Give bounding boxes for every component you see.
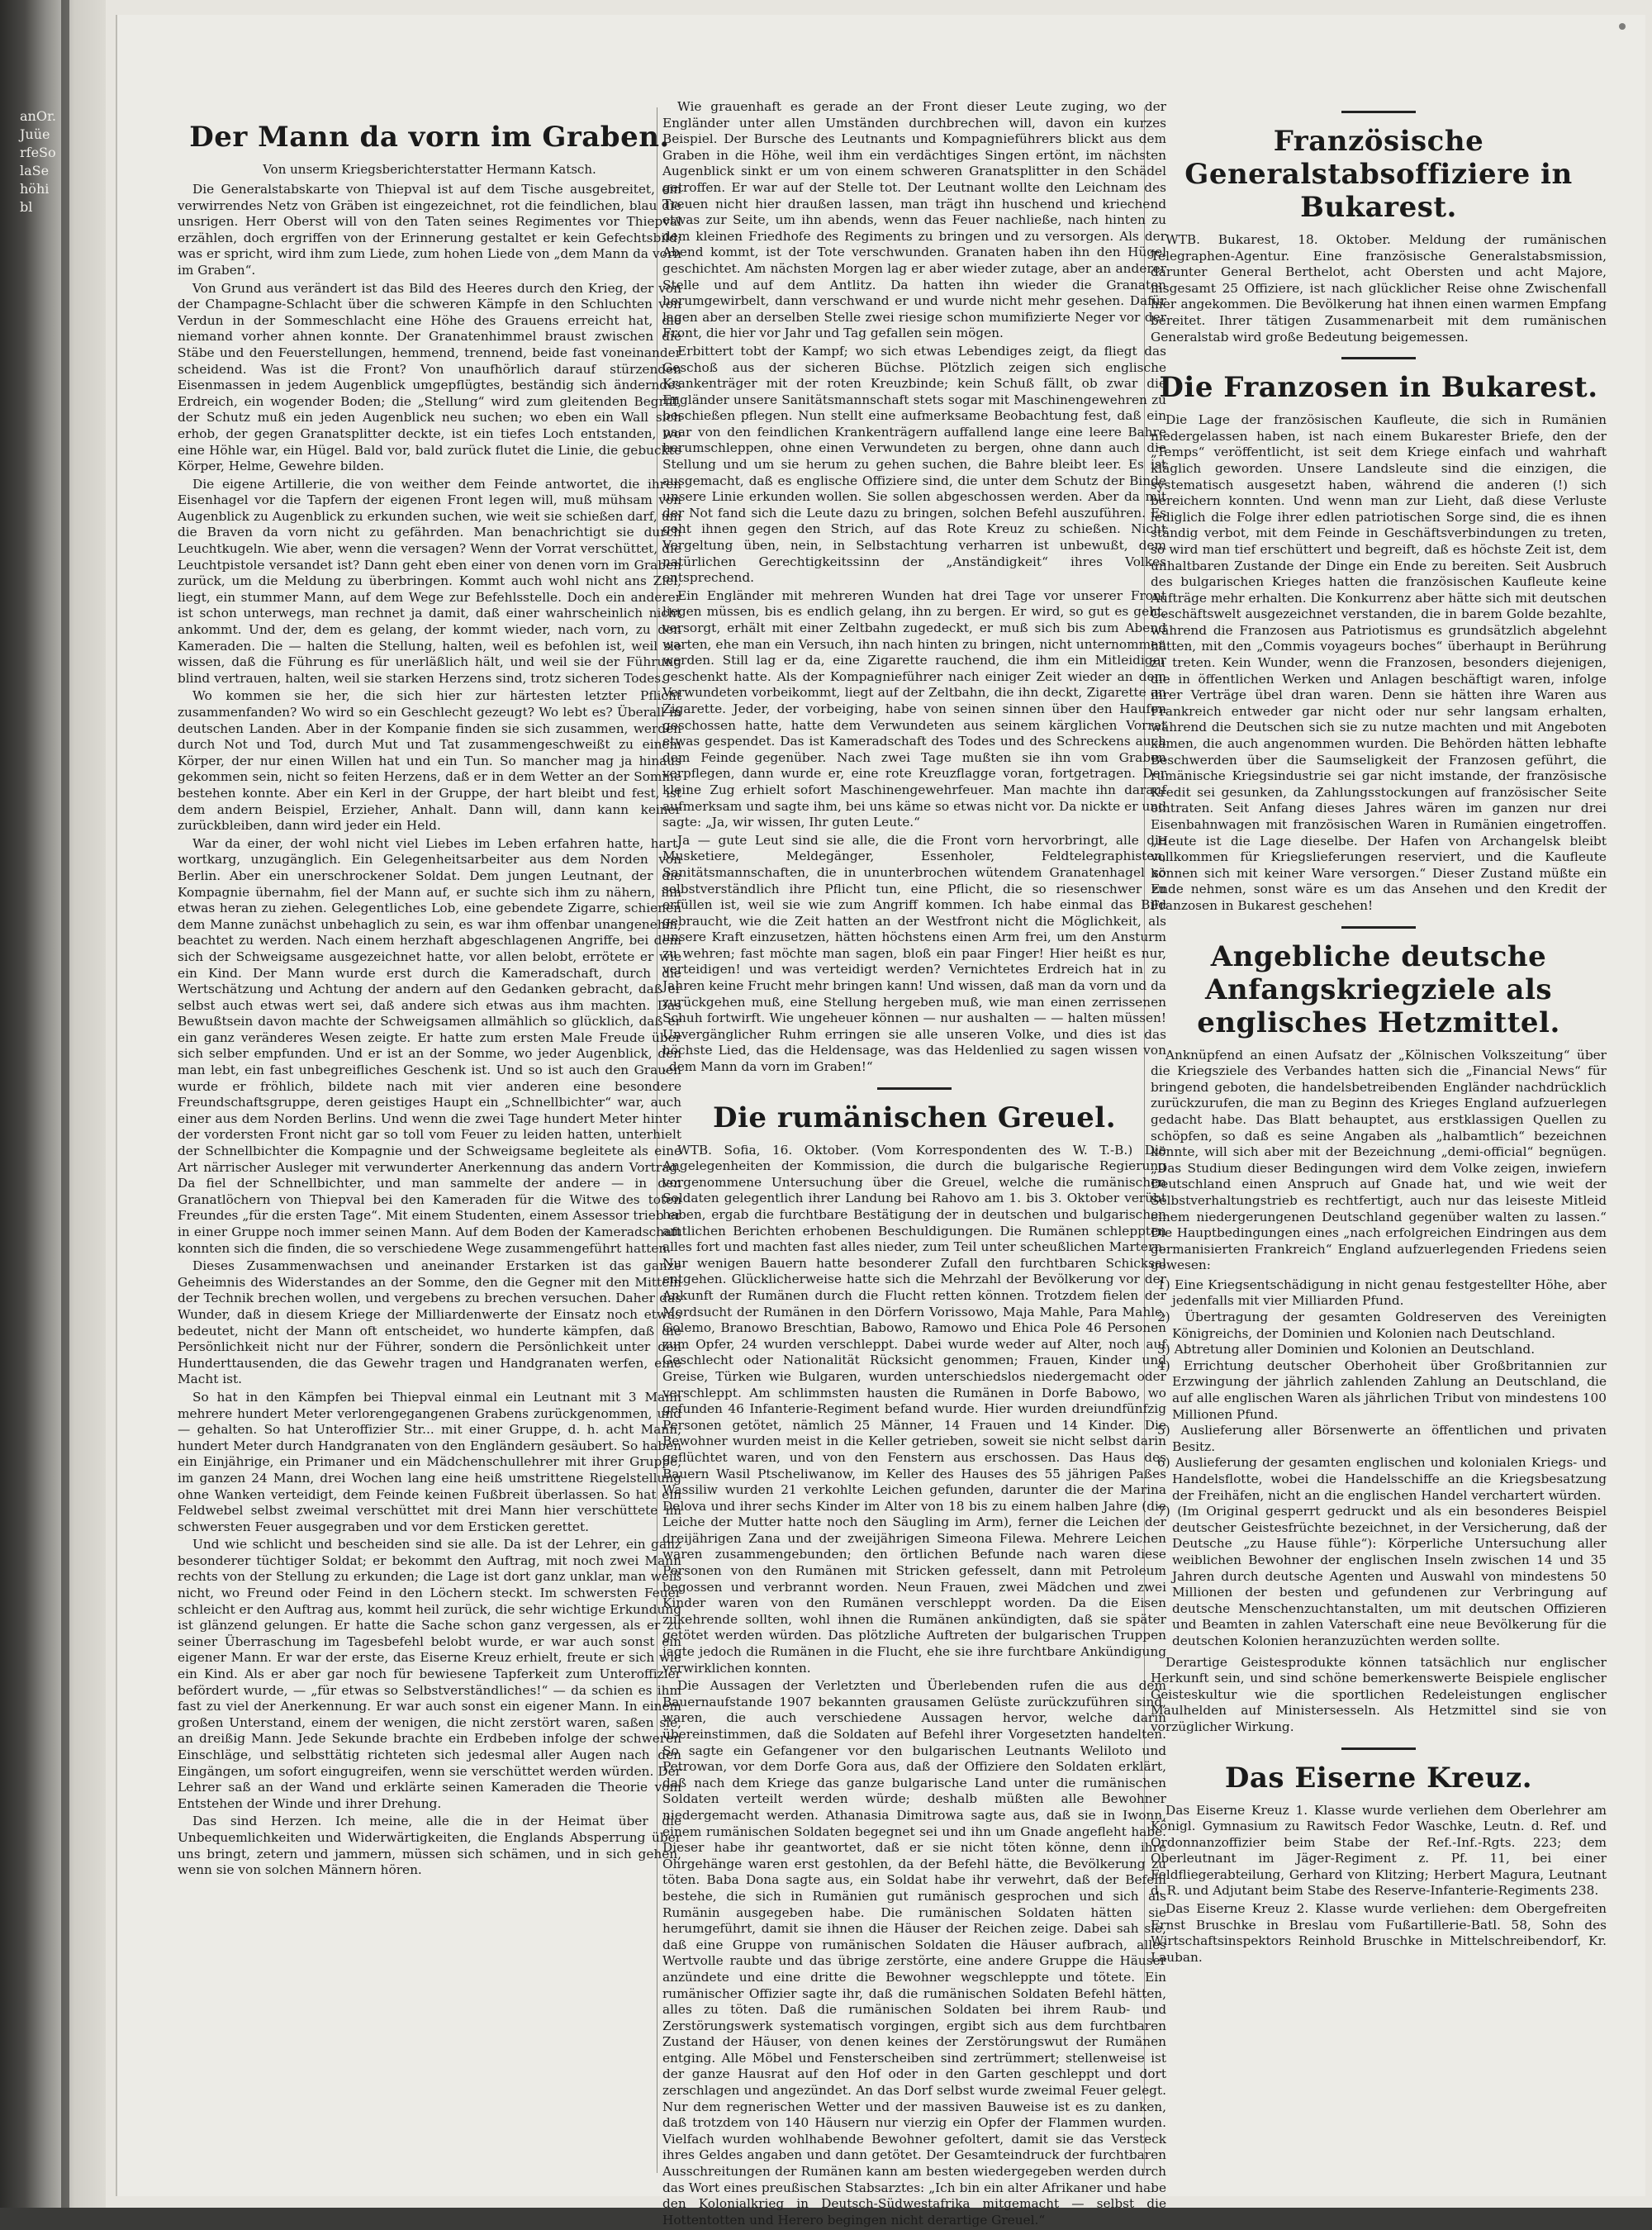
article-title-franzosen-bukarest: Die Franzosen in Bukarest.: [1159, 371, 1598, 405]
article-paragraph: Erbittert tobt der Kampf; wo sich etwas Lebendiges zeigt, da fliegt das Geschoß aus der sicheren Büchse. Plötzlich zeigen sich englische Krankenträger mit der roten Kreuzbinde; kein Schuß fällt, ob zwar die Engländer unsere Sanitätsmannschaft stets sogar mit Maschinengewehren zu beschießen pflegen. Nun stellt eine aufmerksame Beobachtung fest, daß ein paar von den feindlichen Krankenträgern auffallend lange eine leere Bahre herumschleppen, ohne einen Verwundeten zu bergen, ohne dann auch die Stellung und um sie herum zu gehen suchen, die Bahre bleibt leer. Es ist ausgemacht, daß es englische Offiziere sind, die unter dem Schutz der Binde unsere Linie erkunden wollen. Sie sollen abgeschossen werden. Aber da mit der Not fand sich die Leute dazu zu bringen, solchen Befehl auszuführen. Es geht ihnen gegen den Strich, auf das Rote Kreuz zu schießen. Nicht Vergeltung üben, nein, in Selbstachtung verharren ist unbewußt, dem natürlichen Gerechtigkeitssinn der „Anständigkeit“ ihres Volkes entsprechend.: [662, 343, 1166, 586]
article-paragraph: Die eigene Artillerie, die von weither dem Feinde antwortet, die ihren Eisenhagel vor die Tapfern der eigenen Front legen will, muß mühsam von Augenblick zu Augenblick zu erkunden suchen, wie weit sie schießen darf, um die Braven da vorn nicht zu gefährden. Man benachrichtigt sie durch Leuchtkugeln. Wie aber, wenn die versagen? Wenn der Vorrat verschüttet, die Leuchtpistole versandet ist? Dann geht eben einer von denen vorn im Graben zurück, um die Meldung zu überbringen. Kommt auch wohl nicht ans Ziel, liegt, ein stummer Mann, auf dem Wege zur Befehlsstelle. Doch ein anderer ist schon unterwegs, man rechnet ja damit, daß einer wahrscheinlich nicht ankommt. Und der, dem es gelang, der kommt wieder, nach vorn, zu den Kameraden. Die — halten die Stellung, halten, weil es befohlen ist, weil sie wissen, daß die Führung es für unerläßlich hält, und weil sie der Führung blind vertrauen, halten, weil sie starken Herzens sind, trotz sicheren Todes.: [178, 476, 681, 686]
article-separator: [1341, 1747, 1416, 1750]
binding-stripe: [61, 0, 69, 2208]
article-title-eiserne-kreuz: Das Eiserne Kreuz.: [1224, 1761, 1533, 1795]
article-paragraph: Das Eiserne Kreuz 2. Klasse wurde verliehen: dem Obergefreiten Ernst Bruschke in Breslau vom Fußartillerie-Batl. 58, Sohn des Wirtschaftsinspektors Reinhold Bruschke in Mittelschreibendorf, Kr. Lauban.: [1151, 1901, 1607, 1965]
article-separator: [1341, 111, 1416, 113]
article-paragraph: Und wie schlicht und bescheiden sind sie alle. Da ist der Lehrer, ein ganz besonderer tüchtiger Soldat; er bekommt den Auftrag, mit noch zwei Mann rechts von der Stellung zu erkunden; die Lage ist dort ganz unklar, man weiß nicht, wo Freund oder Feind in den Löchern steckt. Im schwersten Feuer schleicht er den Auftrag aus, kommt heil zurück, die sehr wichtige Erkundung ist glänzend gelungen. Er hatte die Sache schon ganz vergessen, als er zu seiner Überraschung im Tagesbefehl belobt wurde, er war auch sonst ein eigener Mann. Er war der erste, das Eiserne Kreuz erhielt, freute er sich wie ein Kind. Als er aber gar noch für bewiesene Tapferkeit zum Unteroffizier befördert wurde, — „für etwas so Selbstverständliches!“ — da schien es ihm fast zu viel der Anerkennung. Er war auch sonst ein eigener Mann. In einem großen Unterstand, einem der wenigen, die nicht zerstört waren, saßen sie, an dreißig Mann. Jede Sekunde brachte ein Erdbeben infolge der schweren Einschläge, und selbsttätig richteten sich jedesmal aller Augen nach den Eingängen, um sofort eingugreifen, wenn sie verschüttet werden würden. Der Lehrer saß an der Wand und erklärte seinen Kameraden die Theorie vom Entstehen der Winde und ihrer Drehung.: [178, 1537, 681, 1811]
scan-smudge: [1619, 23, 1626, 30]
list-item: 4) Errichtung deutscher Oberhoheit über Großbritannien zur Erzwingung der jährlich zahlenden Zahlung an Deutschland, die auf alle englischen Waren als jährlichen Tribut von mindestens 100 Millionen Pfund.: [1157, 1357, 1607, 1422]
article-paragraph: So hat in den Kämpfen bei Thiepval einmal ein Leutnant mit 3 Mann mehrere hundert Meter verlorengegangenen Grabens zurückgenommen, und — gehalten. So hat Unteroffizier Str... mit einer Gruppe, d. h. acht Mann, hundert Meter durch Handgranaten von den Engländern gesäubert. So haben ein Einjährige, ein Primaner und ein Mädchenschullehrer mit ihrer Gruppe, im ganzen 24 Mann, drei Wochen lang eine heiß umstrittene Riegelstellung ohne Wanken verteidigt, dem Feinde keinen Fußbreit überlassen. So hat ein Feldwebel selbst zweimal verschüttet mit drei Mann hier verschüttete im schwersten Feuer ausgegraben und vor dem Ersticken gerettet.: [178, 1389, 681, 1534]
binding-edge-text: anOr.JuüerfeSolaSehöhibl: [20, 108, 56, 215]
article-paragraph: WTB. Sofia, 16. Oktober. (Vom Korrespondenten des W. T.-B.) Die Angelegenheiten der Kommission, die durch die bulgarische Regierung vorgenommene Untersuchung über die Greuel, welche die rumänischen Soldaten gelegentlich ihrer Landung bei Rahovo am 1. bis 3. Oktober verübt haben, ergab die furchtbare Bestätigung der in deutschen und bulgarischen amtlichen Berichten erhobenen Beschuldigungen. Die Rumänen schleppten alles fort und machten fast alles nieder, zum Teil unter scheußlichen Martern. Nur wenigen Bauern hatte besonderer Zufall den furchtbaren Schicksal entgehen. Glücklicherweise hatte sich die Mehrzahl der Bevölkerung vor der Ankunft der Rumänen durch die Flucht retten können. Trotzdem fielen der Mordsucht der Rumänen in den Dörfern Vorissowo, Maja Mahle, Para Mahle, Golemo, Branowo Breschtian, Babowo, Ramowo und Ehica Pole 46 Personen zum Opfer, 24 wurden verschleppt. Dabei wurde weder auf Alter, noch auf Geschlecht oder Nationalität Rücksicht genommen; Frauen, Kinder und Greise, Türken wie Bulgaren, wurden unterschiedslos niedergemacht oder verschleppt. Am schlimmsten hausten die Rumänen in Dorfe Babowo, wo gefunden 46 Infanterie-Regiment befand wurde. Hier wurden dreiundfünfzig Personen getötet, nämlich 25 Männer, 14 Frauen und 14 Kinder. Die Bewohner wurden meist in die Keller getrieben, soweit sie nicht selbst darin geflüchtet waren, und von den Fenstern aus erschossen. Das Haus des Bauern Wasil Ptscheliwanow, im Keller des Hauses des 55 jährigen Paßes Wassiliw wurden 21 verkohlte Leichen gefunden, darunter die der Marina Delova und ihrer sechs Kinder im Alter von 18 bis zu einem halben Jahre (die Leiche der Mutter hatte noch den Säugling im Arm), ferner die Leichen der dreijährigen Zana und der zweijährigen Simeona Filewa. Mehrere Leichen waren zusammengebunden; den örtlichen Befunde nach waren diese Personen von den Rumänen mit Stricken gefesselt, dann mit Petroleum begossen und verbrannt worden. Neun Frauen, zwei Mädchen und zwei Kinder waren von den Rumänen verschleppt worden. Da die Eisen zukehrende sollten, wohl ihnen die Rumänen ankündigten, daß sie später getötet werden würden. Das plötzliche Auftreten der bulgarischen Truppen jagte jedoch die Rumänen in die Flucht, ehe sie ihre furchtbare Ankündigung verwirklichen konnten.: [662, 1142, 1166, 1676]
list-item: 1) Eine Kriegsentschädigung in nicht genau festgestellter Höhe, aber jedenfalls mit vier Milliarden Pfund.: [1157, 1277, 1607, 1309]
article-separator: [877, 1087, 952, 1090]
article-paragraph: WTB. Bukarest, 18. Oktober. Meldung der rumänischen Telegraphen-Agentur. Eine französische Generalstabsmission, darunter General Berthelot, acht Obersten und acht Majore, insgesamt 25 Offiziere, ist nach glücklicher Reise ohne Zwischenfall hier angekommen. Die Bevölkerung hat ihnen einen warmen Empfang bereitet. Ihrer tätigen Zusammenarbeit mit dem rumänischen Generalstab wird große Bedeutung beigemessen.: [1151, 232, 1607, 345]
article-title-anfangskriegziele: Angebliche deutsche Anfangskriegziele als englisches Hetzmittel.: [1197, 939, 1560, 1039]
article-paragraph: Dieses Zusammenwachsen und aneinander Erstarken ist das ganze Geheimnis des Widerstandes an der Somme, den die Gegner mit den Mitteln der Technik brechen wollen, und vergebens zu brechen versuchen. Daher das Wunder, daß in diesem Kriege der Milliardenwerte der Einsatz noch etwas bedeutet, nicht der Mann oft entscheidet, wo hunderte kämpfen, daß die Persönlichkeit nicht nur der Führer, sondern die Persönlichkeit unter den Hunderttausenden, die das Gewehr tragen und Handgranaten werfen, eine Macht ist.: [178, 1258, 681, 1387]
article-paragraph: Das sind Herzen. Ich meine, alle die in der Heimat über die Unbequemlichkeiten und Widerwärtigkeiten, die Englands Absperrung über uns bringt, zetern und jammern, müssen sich schämen, und in sich gehen, wenn sie von solchen Männern hören.: [178, 1814, 681, 1878]
article-paragraph: Anknüpfend an einen Aufsatz der „Kölnischen Volkszeitung“ über die Kriegsziele des Verbandes hatten sich die „Financial News“ für bringend geboten, die handelsbetreibenden Engländer nachdrücklich zurückzurufen, die man zu Beginn des Krieges England aufzuerlegen gedacht habe. Das Blatt behauptet, aus erstklassigen Quellen zu schöpfen, so daß es seine Angaben als „halbamtlich“ bezeichnen könnte, will sich aber mit der Bezeichnung „demi-official“ begnügen. „Das Studium dieser Bedingungen wird dem Volke zeigen, inwiefern Deutschland einen Anspruch auf Gnade hat, und wie weit der Selbstverhaltungstrieb es rechtfertigt, auch nur das leiseste Mitleid einem niedergerungenen Deutschland gegenüber walten zu lassen.“ Die Hauptbedingungen eines „nach erfolgreichen Eindringen aus dem germanisierten Frankreich“ England aufzuerlegenden Friedens seien gewesen:: [1151, 1047, 1607, 1273]
article-paragraph: Das Eiserne Kreuz 1. Klasse wurde verliehen dem Oberlehrer am Königl. Gymnasium zu Rawitsch Fedor Waschke, Leutn. d. Ref. und Ordonnanzoffizier beim Stabe der Ref.-Inf.-Rgts. 223; dem Oberleutnant im Jäger-Regiment z. Pf. 11, bei einer Feldfliegerabteilung, Gerhard von Klitzing; Herbert Magura, Leutnant d. R. und Adjutant beim Stabe des Reserve-Infanterie-Regiments 238.: [1151, 1802, 1607, 1899]
article-paragraph: Wo kommen sie her, die sich hier zur härtesten letzter Pflicht zusammenfanden? Wo wird so ein Geschlecht gezeugt? Wo lebt es? Überall in deutschen Landen. Aber in der Kompanie finden sie sich zusammen, werden durch Not und Tod, durch Mut und Tat zusammengeschweißt zu einem Körper, der nur einen Willen hat und ein Tun. So mancher mag ja hinaus gekommen sein, nicht so feiten Herzens, daß er in dem Wetter an der Somme bestehen konnte. Aber ein Kerl in der Gruppe, der hart bleibt und fest, ist dem andern Beispiel, Erzieher, Anhalt. Dann will, dann kann keiner zurückbleiben, dann wird jeder ein Held.: [178, 688, 681, 834]
list-item: 5) Auslieferung aller Börsenwerte an öffentlichen und privaten Besitz.: [1157, 1423, 1607, 1454]
column-3: [1151, 99, 1607, 1967]
book-binding-edge: [0, 0, 106, 2208]
article-paragraph: Ja — gute Leut sind sie alle, die die Front vorn hervorbringt, alle die Musketiere, Meldegänger, Essenholer, Feldtelegraphisten, Sanitätsmannschaften, die in ununterbrochen wütendem Granatenhagel so selbstverständlich ihre Pflicht tun, eine Pflicht, die so riesenschwer zu erfüllen ist, weil sie wie zum Angriff kommen. Ich habe einmal das Bild gebraucht, wie die Zeit hatten an der Westfront nicht die Möglichkeit, als unsere Kraft einzusetzen, hätten höchstens einen Arm frei, um den Ansturm zu wehren; fast möchte man sagen, bloß ein paar Finger! Hier heißt es nur, verteidigen! und was verteidigt werden? Vernichtetes Erdreich hat in zu Jahren keine Frucht mehr bringen kann! Und wissen, daß man da vorn und da zurückgehen muß, eine Stellung hergeben muß, wie man einen zerrissenen Schuh fortwirft. Wie ungeheuer können — nur aushalten — — halten müssen! Unvergänglicher Ruhm erringen sie alle unseren Volke, und dies ist das höchste Lied, das die Heldensage, was das Heldenlied zu sagen wissen von „dem Mann da vorn im Graben!“: [662, 832, 1166, 1075]
article-paragraph: Von Grund aus verändert ist das Bild des Heeres durch den Krieg, der von der Champagne-Schlacht über die schweren Kämpfe in den Schluchten von Verdun in der Sommeschlacht eine Höhe des Grauens erreicht hat, die niemand vorher ahnen konnte. Der Granatenhimmel braust zwischen die Stäbe und den Feuerstellungen, hemmend, trennend, beide fast voneinander scheidend. Was ist die Front? Von unaufhörlich darauf stürzenden Eisenmassen in jedem Augenblick umgepflügtes, beständig sich änderndes Erdreich, ein wogender Boden; die „Stellung“ wird zum gleitenden Begriff, der Schutz muß ein jeden Augenblick neu suchen; wo eben ein Wall sich erhob, der gegen Granatsplitter deckte, ist ein tiefes Loch entstanden, wo eine Höhle war, ein Hügel. Bald vor, bald zurück flutet die Linie, die gebuckte Körper, Helme, Gewehre bilden.: [178, 280, 681, 474]
article-paragraph: Die Aussagen der Verletzten und Überlebenden rufen die aus dem Bauernaufstande 1907 bekannten grausamen Gelüste zurückzuführen sind, waren, die auch verschiedene Aussagen hervor, welche darin übereinstimmen, daß die Soldaten auf Befehl ihrer Vorgesetzten handelten. So sagte ein Gefangener vor den bulgarischen Leutnants Weliloto und Petrowan, vor dem Dorfe Gora aus, daß der Offiziere den Soldaten erklärt, daß nach dem Kriege das ganze bulgarische Land unter die rumänischen Soldaten verteilt werden würde; deshalb müßten alle Bewohner niedergemacht werden. Athanasia Dimitrowa sagte aus, daß sie in Iwonn, einem rumänischen Soldaten begegnet sei und ihn um Gnade angefleht habe. Dieser habe ihr geantwortet, daß er sie nicht töten könne, denn ihre Ohrgehänge waren erst gestohlen, da der Befehl hätte, die Bevölkerung zu töten. Baba Dona sagte aus, ein Soldat habe ihr verwehrt, daß der Befehl bestehe, die sich in Rumänien gut rumänisch gesprochen und sich als Rumänin ausgegeben habe. Die rumänischen Soldaten hätten sie herumgeführt, damit sie ihnen die Häuser der Reichen zeige. Dabei sah sie, daß eine Gruppe von rumänischen Soldaten die Häuser aufbrach, alles Wertvolle raubte und das übrige zerstörte, eine andere Gruppe die Häuser anzündete und eine dritte die Bewohner wegschleppte und tötete. Ein rumänischer Offizier sagte ihr, daß die rumänischen Soldaten Befehl hätten, alles zu töten. Daß die rumänischen Soldaten bei ihrem Raub- und Zerstörungswerk systematisch vorgingen, ergibt sich aus dem furchtbaren Zustand der Häuser, von denen keines der Zerstörungswut der Rumänen entging. Alle Möbel und Fensterscheiben sind zertrümmert; stellenweise ist der ganze Hausrat auf den Hof oder in den Garten geschleppt und dort zerschlagen und angezündet. An das Dorf selbst wurde zweimal Feuer gelegt. Nur dem regnerischen Wetter und der massiven Bauweise ist es zu danken, daß trotzdem von 140 Häusern nur vierzig ein Opfer der Flammen wurden. Vielfach wurden wohlhabende Bewohner gefoltert, damit sie das Versteck ihres Geldes angaben und dann getötet. Der Gesamteindruck der furchtbaren Ausschreitungen der Rumänen kann am besten wiedergegeben werden durch das Wort eines preußischen Stabsarztes: „Ich bin ein alter Afrikaner und habe den Kolonialkrieg in Deutsch-Südwestafrika mitgemacht — selbst die Hottentotten und Herero begingen nicht derartige Greuel.“: [662, 1678, 1166, 2228]
article-title-generalstabsoffiziere: Französische Generalstabsoffiziere in Bukarest.: [1184, 125, 1573, 224]
article-paragraph: Wie grauenhaft es gerade an der Front dieser Leute zuging, wo der Engländer unter allen Umständen durchbrechen will, davon ein kurzes Beispiel. Der Bursche des Leutnants und Kompagnieführers blickt aus dem Graben in die Höhe, weil ihm ein verdächtiges Singen ertönt, im nächsten Augenblick sinkt er um von einem schweren Granatsplitter in den Schädel getroffen. Er war auf der Stelle tot. Der Leutnant wollte den Leichnam des Treuen nicht hier draußen lassen, man trägt ihn huschend und kriechend etwas zur Seite, um ihn abends, wenn das Feuer nachließe, nach hinten zu dem kleinen Friedhofe des Regiments zu bringen und zu versorgen. Als der Abend kommt, ist der Tote verschwunden. Granaten haben ihn den Hügel geschichtet. Am nächsten Morgen lag er aber wieder zutage, aber an anderer Stelle und auf dem Antlitz. Da hatten ihn wieder die Granaten herumgewirbelt, dann verschwand er und wurde nicht mehr gesehen. Dafür lagen aber an derselben Stelle zwei riesige schon mumifizierte Neger vor der Front, die hier vor Jahr und Tag gefallen sein mögen.: [662, 99, 1166, 341]
list-item: 6) Auslieferung der gesamten englischen und kolonialen Kriegs- und Handelsflotte, wobei die Handelsschiffe an die Kriegsbesatzung der Freihäfen, nicht an die englischen Handel verchartert würden.: [1157, 1455, 1607, 1503]
list-item: 7) (Im Original gesperrt gedruckt und als ein besonderes Beispiel deutscher Geistesfrüchte bezeichnet, in der Versicherung, daß der Deutsche „zu Hause fühle“): Körperliche Untersuchung aller weiblichen Bewohner der englischen Inseln zwischen 14 und 35 Jahren durch deutsche Agenten und Auswahl von mindestens 50 Millionen der besten und gefundenen zur Verbringung auf deutsche Menschenzuchtanstalten, um mit deutschen Offizieren und Beamten in zahlen Vaterschaft eine neue Bevölkerung für die deutschen Kolonien heranzuzüchten werden sollte.: [1157, 1504, 1607, 1648]
article-paragraph: Die Lage der französischen Kaufleute, die sich in Rumänien niedergelassen haben, ist nach einem Bukarester Briefe, den der „Temps“ veröffentlicht, ist seit dem Kriege einfach und wahrhaft kläglich geworden. Unsere Landsleute sind die einzigen, die systematisch ausgesetzt haben, während die anderen (!) sich bereichern konnten. Und wenn man zur Lieht, daß diese Verluste lediglich die Folge ihrer edlen patriotischen Sorge sind, die es ihnen ständig verbot, mit dem Feinde in Geschäftsverbindungen zu treten, so wird man tief erschüttert und begreift, daß es höchste Zeit ist, dem unhaltbaren Zustande der Dinge ein Ende zu bereiten. Seit Ausbruch des bulgarischen Krieges hatten die französischen Kaufleute keine Aufträge mehr erhalten. Die Konkurrenz aber hätte sich mit deutschen Geschäftswelt ausgezeichnet verstanden, die in barem Golde bezahlte, während die Franzosen aus Patriotismus es grundsätzlich abgelehnt hätten, mit den „Commis voyageurs boches“ überhaupt in Berührung zu treten. Kein Wunder, wenn die Franzosen, besonders diejenigen, die in öffentlichen Werken und Anlagen beschäftigt waren, infolge ihrer Verträge übel dran waren. Denn sie hätten ihre Waren aus Frankreich entweder gar nicht oder nur sehr langsam erhalten, während die Deutschen sich sie zu nutze machten und mit Angeboten kamen, die auch angenommen wurden. Die Behörden hätten lebhafte Beschwerden über die Saumseligkeit der Franzosen geführt, die rumänische Kriegsindustrie sei gar nicht imstande, der französische Kredit sei gesunken, da Zahlungsstockungen auf französischer Seite eintraten. Seit Anfang dieses Jahres wären im ganzen nur drei Eisenbahnwagen mit französischen Waren in Rumänien eingetroffen. „Heute ist die Lage dieselbe. Der Hafen von Archangelsk bleibt vollkommen für Kriegslieferungen reserviert, und die Kaufleute können sich mit keiner Ware versorgen.“ Dieser Zustand müßte ein Ende nehmen, sonst wäre es um das Ansehen und den Kredit der Franzosen in Bukarest geschehen!: [1151, 412, 1607, 913]
list-item: 3) Abtretung aller Dominien und Kolonien an Deutschland.: [1157, 1342, 1536, 1357]
article-separator: [1341, 926, 1416, 929]
list-item: 2) Übertragung der gesamten Goldreserven des Vereinigten Königreichs, der Dominien und Kolonien nach Deutschland.: [1157, 1310, 1607, 1341]
column-1: [178, 116, 681, 1881]
article-byline: Von unserm Kriegsberichterstatter Hermann Katsch.: [263, 162, 596, 177]
article-paragraph: Die Generalstabskarte von Thiepval ist auf dem Tische ausgebreitet, ein verwirrendes Netz von Gräben ist eingezeichnet, rot die feindlichen, blau die unsrigen. Herr Oberst will von den Taten seines Regimentes vor Thiepval erzählen, doch ergriffen von der Erinnerung gestaltet er kein Gefechtsbild; was er spricht, wird ihm zum Liede, zum hohen Liede von „dem Mann da vorn im Graben“.: [178, 182, 681, 278]
article-paragraph: Derartige Geistesprodukte können tatsächlich nur englischer Herkunft sein, und sind schöne bemerkenswerte Beispiele englischer Geisteskultur wie die sportlichen Redeleistungen englischer Maulhelden auf Ministersesseln. Als Hetzmittel sind sie von vorzüglicher Wirkung.: [1151, 1654, 1607, 1734]
article-title-rumaenische-greuel: Die rumänischen Greuel.: [712, 1101, 1117, 1134]
peace-conditions-list: [1151, 1277, 1607, 1650]
article-paragraph: War da einer, der wohl nicht viel Liebes im Leben erfahren hatte, hart, wortkarg, unzugänglich. Ein Gelegenheitsarbeiter aus dem Norden von Berlin. Aber ein unerschrockener Soldat. Dem jungen Leutnant, der die Kompagnie übernahm, fiel der Mann auf, er suchte sich ihm zu nähern, ihn etwas heran zu ziehen. Gelegentliches Lob, eine gebendete Zigarre, schienen dem Manne zunächst unbehaglich zu sein, es war ihm offenbar unangenehm, beachtet zu werden. Nach einem herzhaft abgeschlagenen Angriffe, bei dem sich der Schweigsame ausgezeichnet hatte, vor allen belobt, errötete er wie ein Kind. Der Mann wurde erst durch die Kameradschaft, durch die Wertschätzung und Achtung der andern auf den Gedanken gebracht, daß er selbst auch etwas wert sei, daß andere sich etwas aus ihm machten. Das Bewußtsein davon machte der Schweigsamen allmählich so glücklich, daß er ein ganz veränderes Wesen zeigte. Er hatte zum ersten Male Freude über sich selber empfunden. Und er ist an der Somme, wo jeder Augenblick, den man lebt, ein fast unbegreifliches Geschenk ist. Und so ist auch den Grauen wurde er fröhlich, bildete nach mit vier anderen eine besondere Freundschaftsgruppe, deren geistiges Haupt ein „Schnellbichter“ war, auch einer aus dem Norden Berlins. Und wenn die zwei Tage hundert Meter hinter der vordersten Front nicht gar so toll vom Feuer zu leiden hatten, unterhielt der Schnellbichter die Kompagnie und der Schweigsame begleitete als eine Art närrischer Ausleger mit verwunderter Anerkennung das andern Vortrag. Da fiel der Schnellbichter, und man sammelte der andere — in den Granatlöchern von Thiepval bei den Kameraden für die Witwe des toten Freundes „für die ersten Tage“. Mit einem Studenten, einem Assessor trieb er in einer Gruppe noch immer seinen Mann. Auf dem Boden der Kameradschaft konnten sich die finden, die so verschiedene Wege zusammengeführt hatten.: [178, 835, 681, 1256]
article-separator: [1341, 357, 1416, 359]
column-2: [662, 99, 1166, 2230]
article-paragraph: Ein Engländer mit mehreren Wunden hat drei Tage vor unserer Front liegen müssen, bis es endlich gelang, ihn zu bergen. Er wird, so gut es geht, versorgt, erhält mit einer Zeltbahn zugedeckt, er muß sich bis zum Abend warten, ehe man ein Versuch, ihn nach hinten zu bringen, nicht unternommen werden. Still lag er da, eine Zigarette rauchend, die ihm ein Mitleidiger geschenkt hatte. Als der Kompagnieführer nach einiger Zeit wieder an dem Verwundeten vorbeikommt, liegt auf der Zeltbahn, die ihn deckt, Zigarette an Zigarette. Jeder, der vorbeiging, habe von seinen sinnen über den Haufen geschossen hatte, hatte dem Verwundeten aus seinem kärglichen Vorrat etwas gespendet. Das ist Kameradschaft des Todes und des Schreckens auch dem Feinde gegenüber. Nach zwei Tage mußten sie ihn vom Graben verpflegen, dann wurde er, eine rote Kreuzflagge voran, fortgetragen. Der kleine Zug erhielt sofort Maschinengewehrfeuer. Man machte ihn darauf aufmerksam und sagte ihm, bei uns käme so etwas nicht vor. Da nickte er und sagte: „Ja, wir wissen, Ihr guten Leute.“: [662, 587, 1166, 830]
article-title-mann-im-graben: Der Mann da vorn im Graben.: [189, 121, 670, 154]
